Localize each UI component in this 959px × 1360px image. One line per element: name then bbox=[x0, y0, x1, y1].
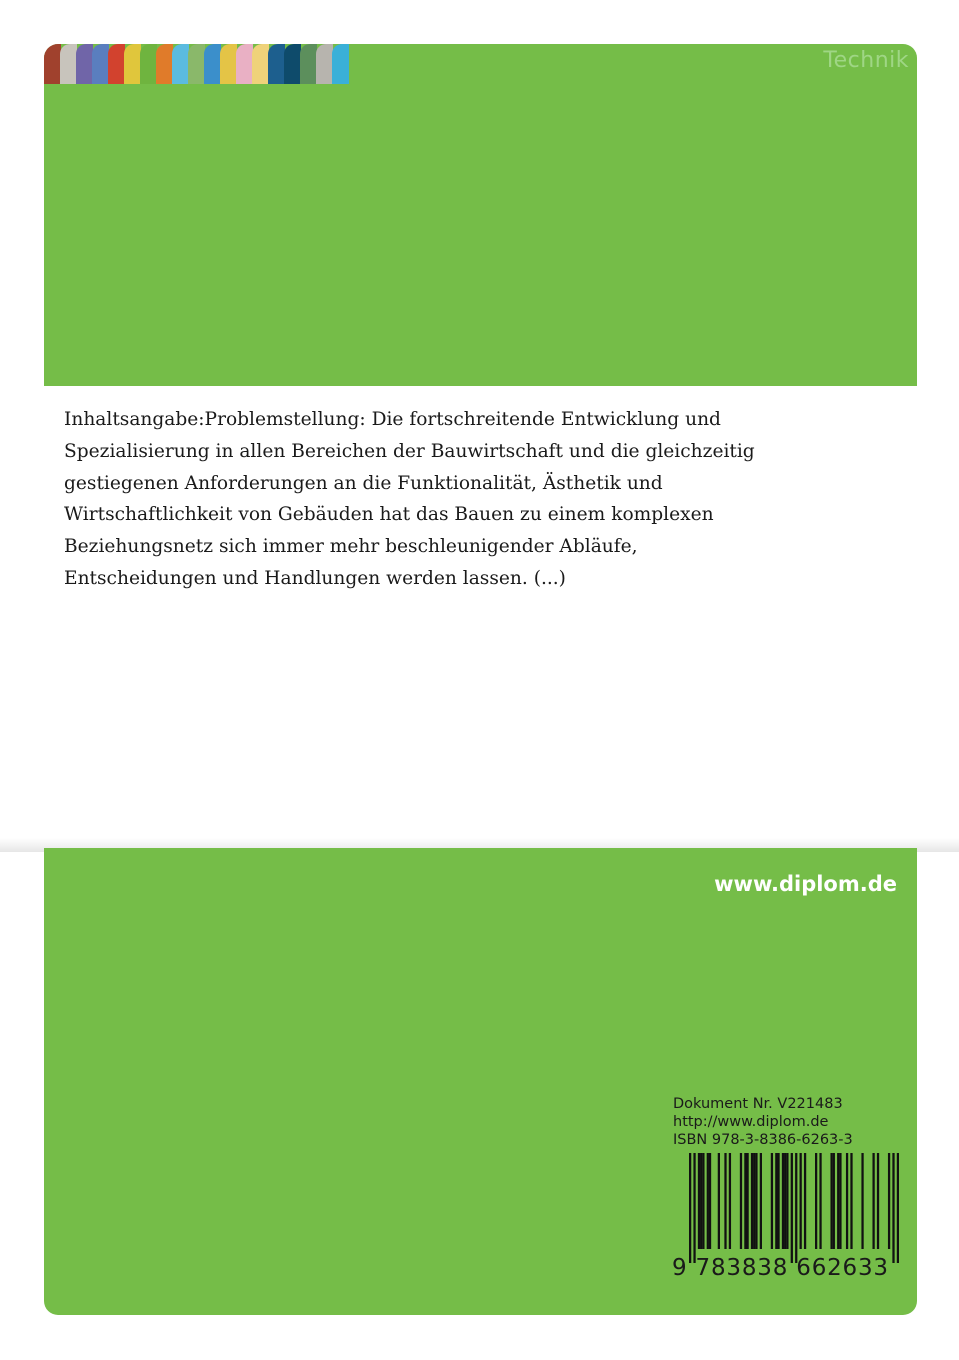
barcode-bar bbox=[700, 1153, 702, 1249]
color-stripe bbox=[316, 44, 333, 84]
barcode-bar bbox=[724, 1153, 726, 1249]
color-stripe bbox=[284, 44, 301, 84]
barcode-bar bbox=[815, 1153, 817, 1249]
barcode-bar bbox=[786, 1153, 788, 1249]
barcode-bar bbox=[877, 1153, 879, 1249]
color-stripe bbox=[156, 44, 173, 84]
barcode-bar bbox=[795, 1153, 797, 1263]
barcode-bar bbox=[833, 1153, 835, 1249]
barcode-bar bbox=[804, 1153, 806, 1249]
barcode-bar bbox=[746, 1153, 748, 1249]
barcode-bar bbox=[872, 1153, 874, 1249]
barcode-bar bbox=[698, 1153, 700, 1249]
color-stripe bbox=[236, 44, 253, 84]
document-number: Dokument Nr. V221483 bbox=[673, 1096, 843, 1112]
barcode-bar bbox=[888, 1153, 890, 1249]
isbn-barcode bbox=[672, 1153, 899, 1281]
color-stripe bbox=[140, 44, 157, 84]
barcode-bar bbox=[729, 1153, 731, 1249]
barcode-bars bbox=[689, 1153, 899, 1263]
barcode-bar bbox=[819, 1153, 821, 1249]
barcode-bar bbox=[850, 1153, 852, 1249]
color-stripe bbox=[76, 44, 93, 84]
barcode-bar bbox=[740, 1153, 742, 1249]
barcode-digits: 9 783838 662633 bbox=[672, 1255, 889, 1281]
color-stripe bbox=[252, 44, 269, 84]
color-stripe bbox=[204, 44, 221, 84]
barcode-bar bbox=[839, 1153, 841, 1249]
top-color-panel bbox=[44, 44, 917, 386]
barcode-bar bbox=[800, 1153, 802, 1249]
barcode-bar bbox=[791, 1153, 793, 1263]
barcode-bar bbox=[702, 1153, 704, 1249]
color-stripe bbox=[124, 44, 141, 84]
barcode-bar bbox=[775, 1153, 777, 1249]
barcode-bar bbox=[760, 1153, 762, 1249]
barcode-bar bbox=[837, 1153, 839, 1249]
barcode-bar bbox=[846, 1153, 848, 1249]
barcode-bar bbox=[784, 1153, 786, 1249]
color-stripe bbox=[44, 44, 61, 84]
barcode-bar bbox=[693, 1153, 695, 1263]
barcode-bar bbox=[709, 1153, 711, 1249]
color-stripe bbox=[188, 44, 205, 84]
barcode-bar bbox=[830, 1153, 832, 1249]
barcode-bar bbox=[755, 1153, 757, 1249]
barcode-bar bbox=[861, 1153, 863, 1249]
abstract-text: Inhaltsangabe:Problemstellung: Die fortschreitende Entwicklung und Spezialisierung in allen Bereichen der Bauwirtschaft und die gleichzeitig gestiegenen Anforderungen an die Funktionalität, Ästhetik und Wirtschaftlichkeit von Gebäuden hat das Bauen zu einem komplexen Beziehungsnetz sich immer mehr beschleunigender Abläufe, Entscheidungen und Handlungen werden lassen. (...) bbox=[64, 409, 755, 589]
color-stripe bbox=[92, 44, 109, 84]
barcode-bar bbox=[897, 1153, 899, 1263]
isbn: ISBN 978-3-8386-6263-3 bbox=[673, 1132, 853, 1148]
color-stripe bbox=[268, 44, 285, 84]
barcode-bar bbox=[751, 1153, 753, 1249]
barcode-bar bbox=[753, 1153, 755, 1249]
barcode-bar bbox=[744, 1153, 746, 1249]
barcode-bar bbox=[771, 1153, 773, 1249]
barcode-bar bbox=[718, 1153, 720, 1249]
barcode-bar bbox=[782, 1153, 784, 1249]
bottom-color-panel bbox=[44, 848, 917, 1315]
barcode-bar bbox=[777, 1153, 779, 1249]
color-stripe bbox=[220, 44, 237, 84]
document-info bbox=[673, 1095, 853, 1149]
publisher-website: www.diplom.de bbox=[714, 872, 897, 896]
color-stripe bbox=[300, 44, 317, 84]
publisher-url: http://www.diplom.de bbox=[673, 1114, 829, 1130]
color-stripes bbox=[44, 44, 348, 84]
barcode-bar bbox=[707, 1153, 709, 1249]
color-stripe bbox=[332, 44, 349, 84]
color-stripe bbox=[172, 44, 189, 84]
barcode-bar bbox=[689, 1153, 691, 1263]
color-stripe bbox=[108, 44, 125, 84]
barcode-bar bbox=[892, 1153, 894, 1263]
color-stripe bbox=[60, 44, 77, 84]
category-label: Technik bbox=[823, 48, 909, 73]
